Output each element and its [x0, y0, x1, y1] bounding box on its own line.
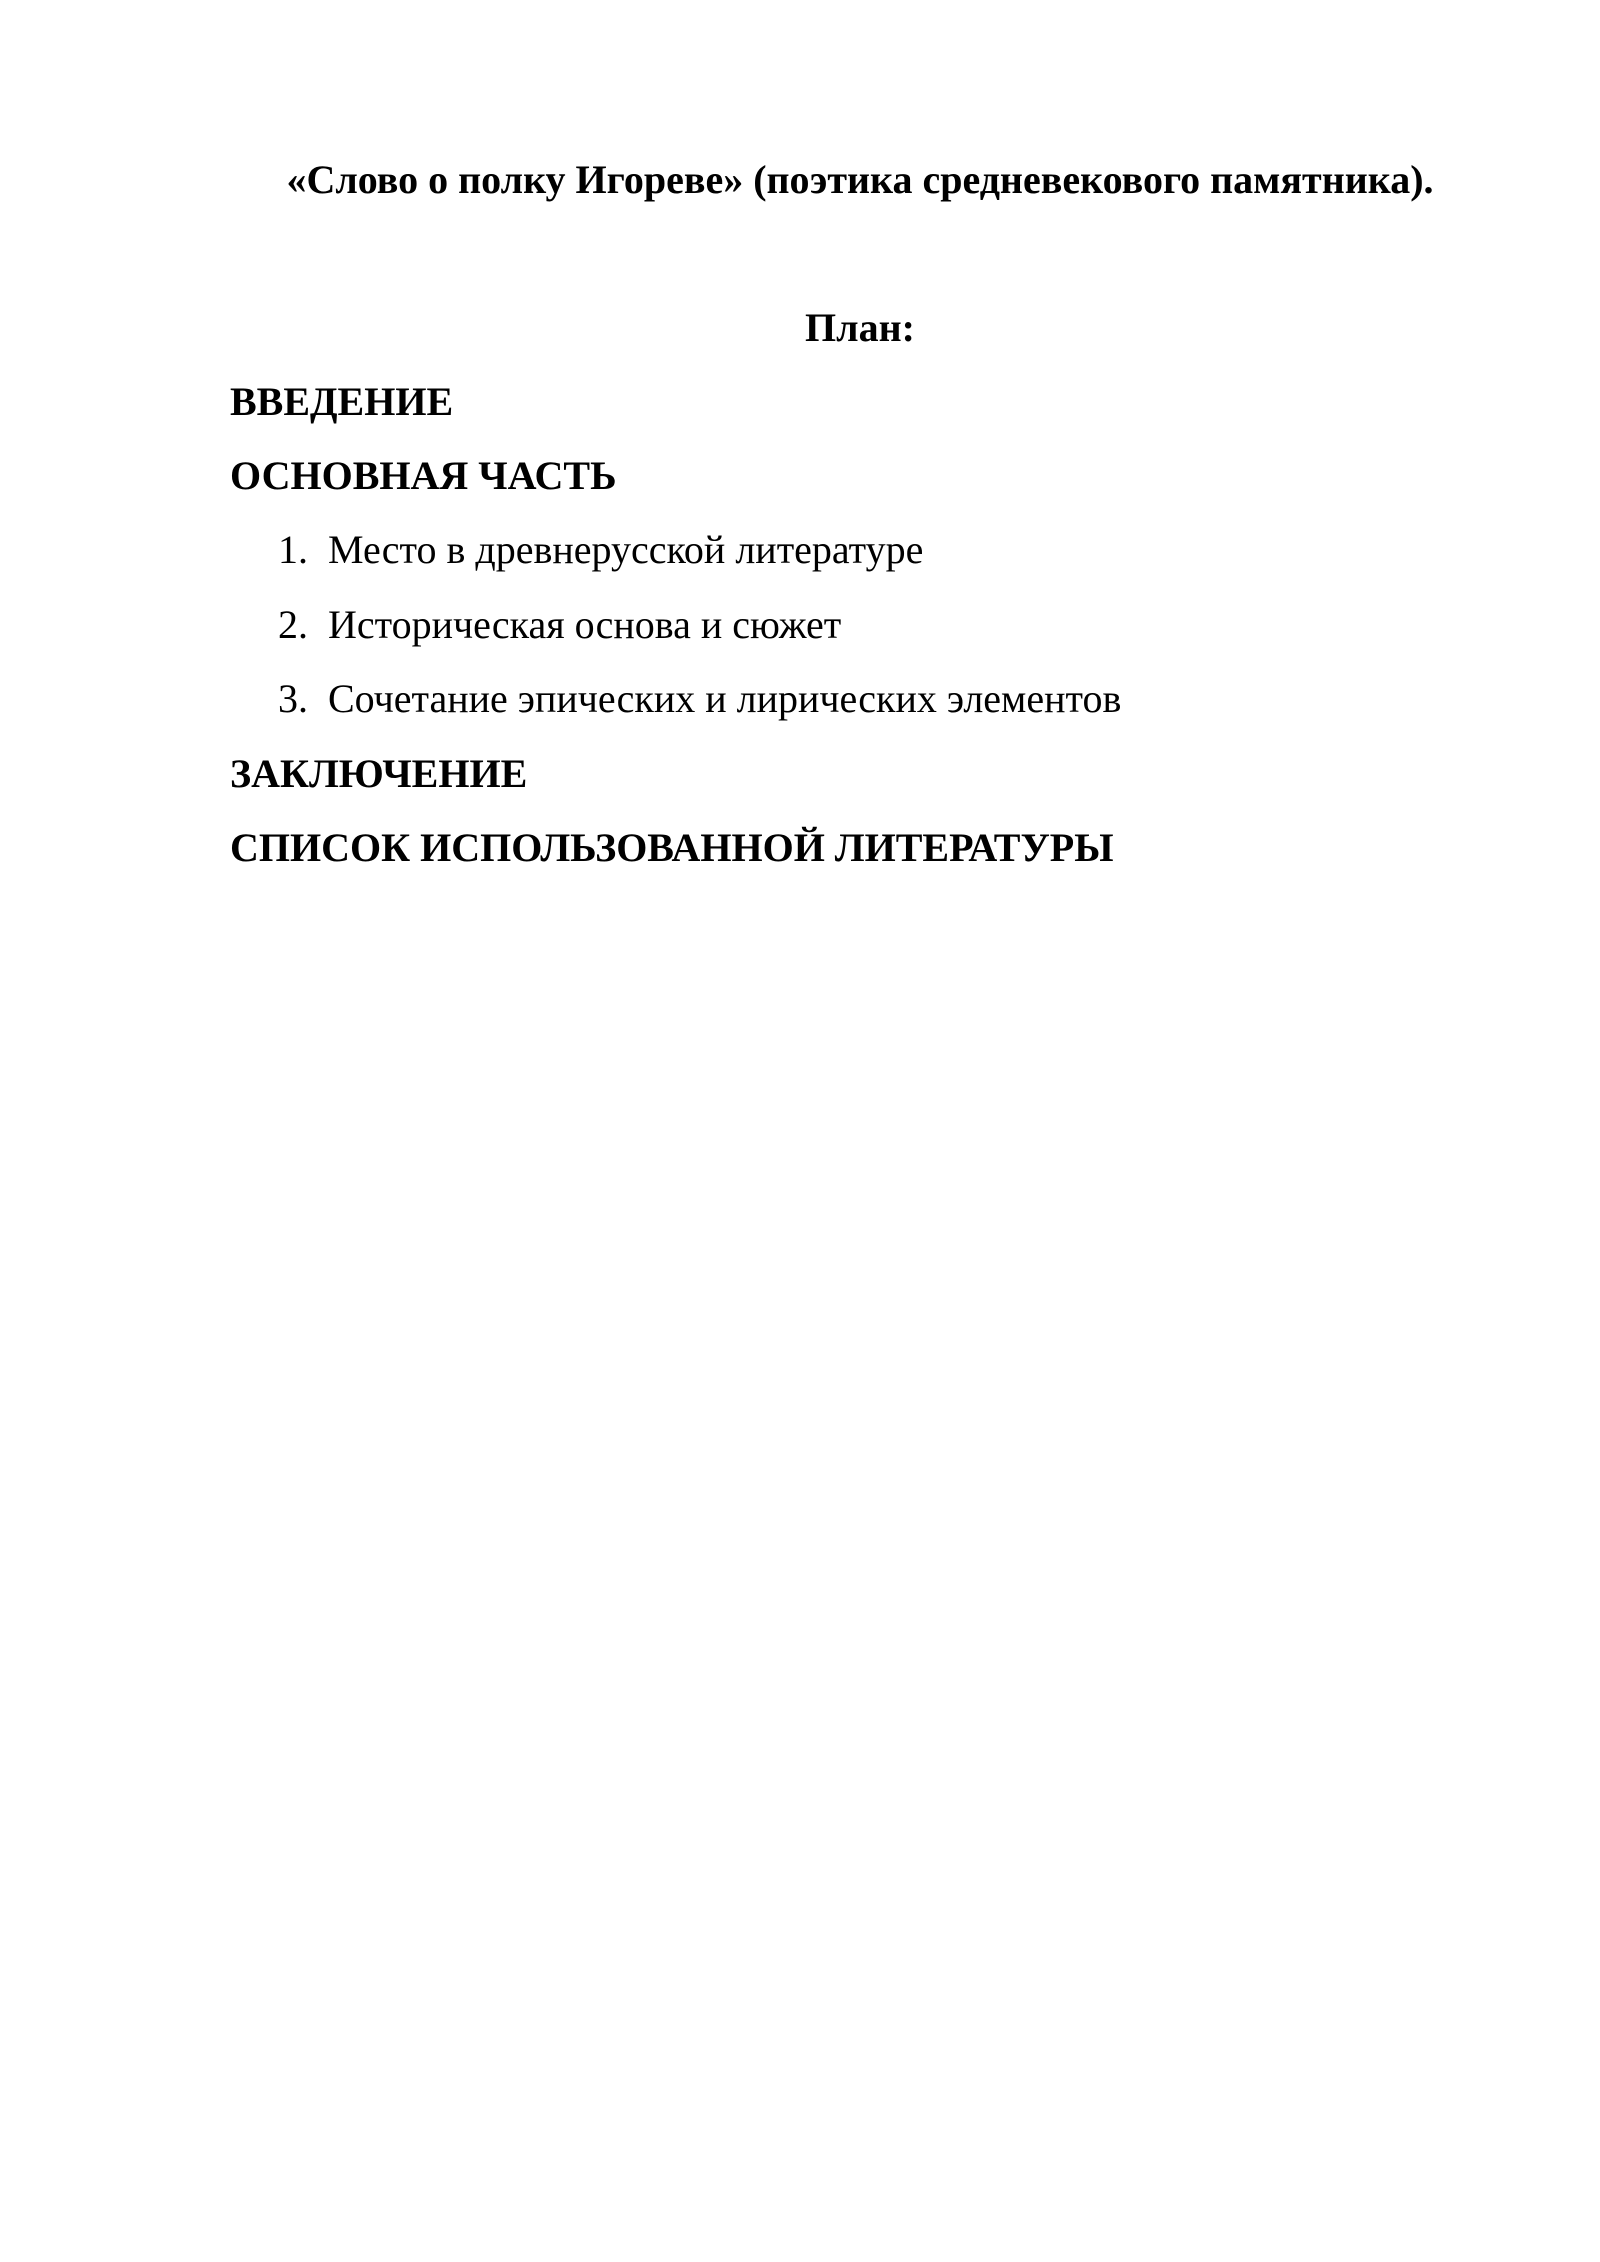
section-references: СПИСОК ИСПОЛЬЗОВАННОЙ ЛИТЕРАТУРЫ	[230, 825, 1114, 870]
section-introduction: ВВЕДЕНИЕ	[230, 379, 454, 424]
list-item-text: Сочетание эпических и лирических элементов	[328, 676, 1122, 721]
document-title: «Слово о полку Игореве» (поэтика средневекового памятника).	[286, 157, 1434, 202]
section-conclusion: ЗАКЛЮЧЕНИЕ	[230, 751, 528, 796]
list-item	[278, 669, 1121, 729]
list-item-text: Место в древнерусской литературе	[328, 527, 924, 572]
list-item-number: 3.	[278, 676, 308, 721]
section-main-part: ОСНОВНАЯ ЧАСТЬ	[230, 453, 617, 498]
list-item-number: 2.	[278, 602, 308, 647]
plan-heading: План:	[805, 305, 915, 350]
list-item-number: 1.	[278, 527, 308, 572]
list-item-text: Историческая основа и сюжет	[328, 602, 842, 647]
list-item	[278, 520, 923, 580]
list-item	[278, 595, 841, 655]
